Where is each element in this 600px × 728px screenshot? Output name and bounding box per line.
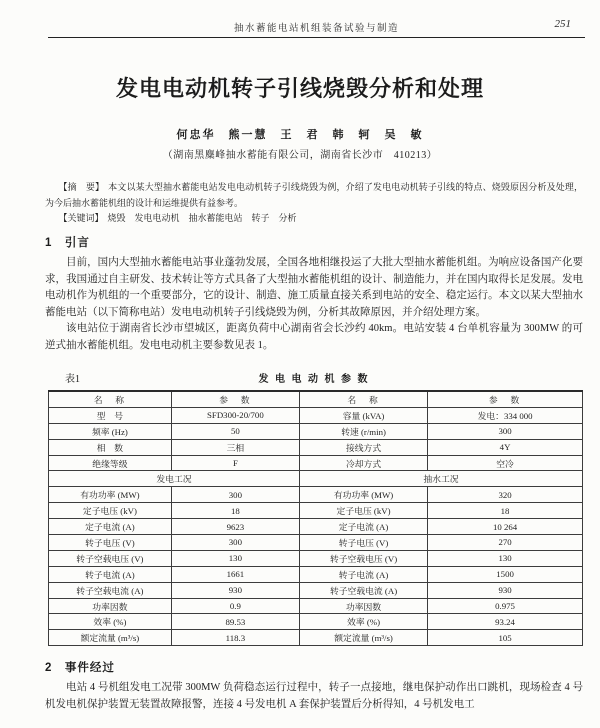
table-cell: 105 (428, 630, 583, 646)
table-cell: 270 (428, 535, 583, 551)
table-caption-row (45, 370, 583, 386)
table-row (49, 519, 583, 535)
table-cell: 0.975 (428, 598, 583, 614)
table-row (49, 566, 583, 582)
table-cell: 功率因数 (49, 598, 172, 614)
table-cell: 0.9 (171, 598, 299, 614)
authors-line: 何忠华 熊一慧 王 君 韩 轲 吴 敏 (176, 129, 424, 141)
table-row (49, 455, 583, 471)
table-cell: 参 数 (171, 391, 299, 407)
table-cell: 18 (171, 503, 299, 519)
table-cell: 定子电流 (A) (49, 519, 172, 535)
abstract-text: 本文以某大型抽水蓄能电站发电电动机转子引线烧毁为例，介绍了发电电动机转子引线的特点、烧毁原因分析及处理，为今后抽水蓄能机组的设计和运维提供有益参考。 (45, 182, 583, 208)
table-label: 表1 (65, 374, 80, 385)
table-cell: 名 称 (299, 391, 427, 407)
table-row (49, 614, 583, 630)
table-cell: 18 (428, 503, 583, 519)
table-cell: 转子空载电压 (V) (299, 550, 427, 566)
table-cell: 定子电压 (kV) (49, 503, 172, 519)
table-cell: 130 (428, 550, 583, 566)
table-cell: 冷却方式 (299, 455, 427, 471)
table-cell: 定子电流 (A) (299, 519, 427, 535)
abstract-paragraph (45, 180, 583, 211)
table-row (49, 630, 583, 646)
table-cell: 型 号 (49, 407, 172, 423)
table-cell: 抽水工况 (299, 471, 582, 487)
abstract-block (45, 180, 583, 211)
table-cell: 转子空载电流 (A) (49, 582, 172, 598)
abstract-label: 【摘 要】 (58, 182, 105, 192)
table-cell: 有功功率 (MW) (49, 487, 172, 503)
table-cell: 1500 (428, 566, 583, 582)
table-cell: 功率因数 (299, 598, 427, 614)
table-cell: 额定流量 (m³/s) (49, 630, 172, 646)
table-caption: 发 电 电 动 机 参 数 (258, 374, 370, 385)
table-cell: 9623 (171, 519, 299, 535)
paragraph: 该电站位于湖南省长沙市望城区，距离负荷中心湖南省会长沙约 40km。电站安装 4 台单机容量为 300MW 的可逆式抽水蓄能机组。发电电动机主要参数见表 1。 (45, 323, 583, 351)
table-cell: 转子空载电压 (V) (49, 550, 172, 566)
section-1-body (45, 255, 583, 355)
table-cell: 转子电流 (A) (49, 566, 172, 582)
parameters-table (48, 390, 583, 646)
keywords-block (45, 211, 583, 224)
table-cell: 发电：334 000 (428, 407, 583, 423)
table-cell: 93.24 (428, 614, 583, 630)
table-row (49, 550, 583, 566)
table-cell: 10 264 (428, 519, 583, 535)
table-cell: 转子空载电流 (A) (299, 582, 427, 598)
table-cell: 名 称 (49, 391, 172, 407)
table-cell: 频率 (Hz) (49, 423, 172, 439)
section-2-heading: 2 事件经过 (45, 662, 115, 674)
keywords-label: 【关键词】 (58, 213, 104, 223)
table-cell: 定子电压 (kV) (299, 503, 427, 519)
table-cell: 转子电压 (V) (299, 535, 427, 551)
table-cell: 接线方式 (299, 439, 427, 455)
table-cell: 930 (428, 582, 583, 598)
table-cell: 118.3 (171, 630, 299, 646)
journal-title: 抽水蓄能电站机组装备试验与制造 (233, 24, 399, 34)
table-row (49, 503, 583, 519)
table-cell: 89.53 (171, 614, 299, 630)
table-cell: 容量 (kVA) (299, 407, 427, 423)
table-row (49, 471, 583, 487)
table-cell: 转速 (r/min) (299, 423, 427, 439)
running-head (48, 18, 585, 34)
table-row (49, 423, 583, 439)
table-cell: F (171, 455, 299, 471)
table-cell: 绝缘等级 (49, 455, 172, 471)
table-cell: 4Y (428, 439, 583, 455)
table-cell: SFD300-20/700 (171, 407, 299, 423)
section-1-heading: 1 引言 (45, 237, 90, 249)
table-cell: 有功功率 (MW) (299, 487, 427, 503)
table-cell: 320 (428, 487, 583, 503)
keywords-text: 烧毁 发电电动机 抽水蓄能电站 转子 分析 (107, 213, 297, 223)
paragraph: 电站 4 号机组发电工况带 300MW 负荷稳态运行过程中，转子一点接地，继电保护动作出口跳机，现场检查 4 号机发电机保护装置无装置故障报警，连接 4 号发电机 A 套保护装置后分析得知，4 号机发电工 (45, 682, 583, 710)
table-cell: 50 (171, 423, 299, 439)
table-cell: 额定流量 (m³/s) (299, 630, 427, 646)
section-2-body (45, 680, 583, 713)
table-cell: 300 (171, 487, 299, 503)
table-cell: 300 (428, 423, 583, 439)
table-cell: 转子电压 (V) (49, 535, 172, 551)
table-row (49, 535, 583, 551)
table-cell: 1661 (171, 566, 299, 582)
table-row (49, 407, 583, 423)
paragraph: 目前，国内大型抽水蓄能电站事业蓬勃发展，全国各地相继投运了大批大型抽水蓄能机组。为响应设备国产化要求，我国通过自主研发、技术转让等方式具备了大型抽水蓄能机组的设计、制造能力，并在国内取得长足发展。发电电动机作为机组的一个重要部分，它的设计、制造、施工质量直接关系到电站的安全、稳定运行。本文以某大型抽水蓄能电站（以下简称电站）发电电动机转子引线烧毁为例，分析其故障原因，并介绍处理方案。 (45, 257, 583, 318)
header-rule (48, 37, 585, 38)
page-number: 251 (554, 18, 571, 30)
affiliation-line: （湖南黑麋峰抽水蓄能有限公司，湖南省长沙市 410213） (162, 150, 438, 161)
table-cell: 参 数 (428, 391, 583, 407)
table-cell: 效率 (%) (299, 614, 427, 630)
table-row (49, 582, 583, 598)
table-cell: 发电工况 (49, 471, 300, 487)
table-cell: 三相 (171, 439, 299, 455)
table-cell: 空冷 (428, 455, 583, 471)
table-cell: 效率 (%) (49, 614, 172, 630)
table-cell: 930 (171, 582, 299, 598)
table-cell: 300 (171, 535, 299, 551)
table-cell: 130 (171, 550, 299, 566)
parameters-table-body (49, 391, 583, 646)
table-row (49, 391, 583, 407)
table-row (49, 598, 583, 614)
table-cell: 相 数 (49, 439, 172, 455)
table-row (49, 439, 583, 455)
table-cell: 转子电流 (A) (299, 566, 427, 582)
table-row (49, 487, 583, 503)
paper-title: 发电电动机转子引线烧毁分析和处理 (115, 76, 484, 101)
